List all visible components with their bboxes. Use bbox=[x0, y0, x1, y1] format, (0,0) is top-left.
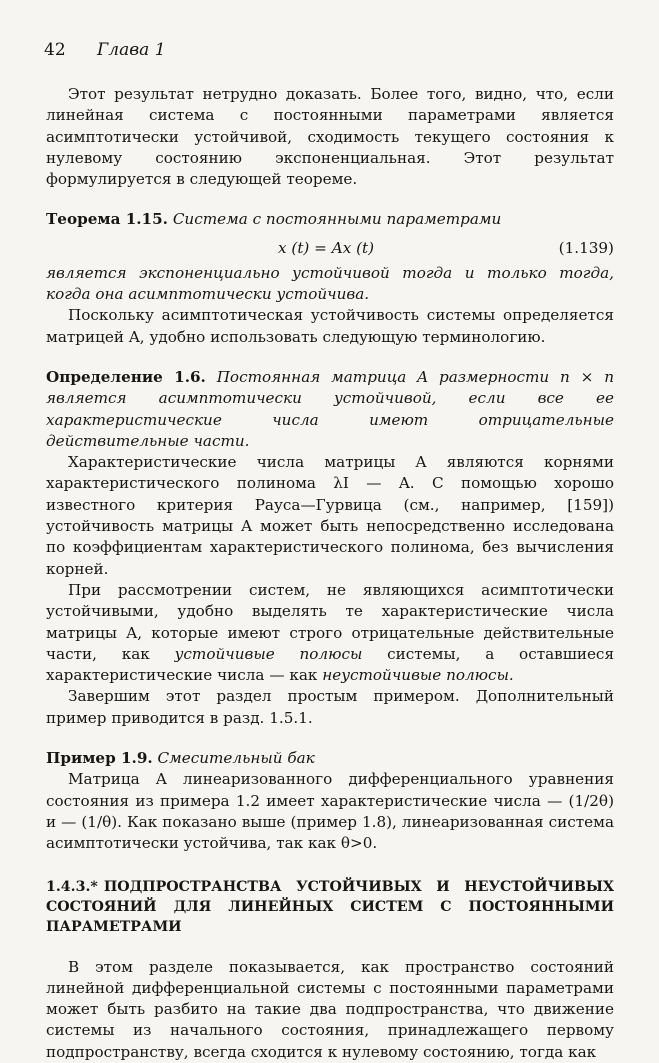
paragraph-characteristic-numbers: Характеристические числа матрицы A являются корнями характеристического полинома λI — A. С помощью хорошо известного критерия Рауса—Гурвица (см., например, [159]) устойчивость матрицы A может быть непосредственно исследована по коэффициентам характеристического полинома, без вычисления корней. bbox=[46, 453, 614, 578]
definition-1-6 bbox=[46, 367, 614, 452]
definition-label: Определение 1.6. bbox=[46, 367, 206, 386]
paragraph-example-intro: Завершим этот раздел простым примером. Дополнительный пример приводится в разд. 1.5.1. bbox=[46, 687, 614, 727]
equation-formula: x (t) = Ax (t) bbox=[278, 238, 375, 257]
poles-text-a: При рассмотрении систем, не являющихся асимптотически устойчивыми, удобно выделять те характеристические числа матрицы A, которые имеют строго отрицательные действительные части, как bbox=[46, 580, 614, 663]
poles-text-c: системы, а оставшиеся характеристические числа — как bbox=[46, 644, 615, 685]
equation-1-139 bbox=[46, 235, 614, 263]
running-header bbox=[44, 40, 166, 60]
example-title: Смесительный бак bbox=[157, 749, 315, 768]
theorem-1-15 bbox=[46, 209, 614, 305]
stable-poles-term: устойчивые полюсы bbox=[174, 644, 363, 663]
paragraph-intro: Этот результат нетрудно доказать. Более того, видно, что, если линейная система с постоянными параметрами является асимптотически устойчивой, сходимость текущего состояния к нулевому состоянию экспоненциальная. Этот результат формулируется в следующей теореме. bbox=[46, 85, 614, 189]
example-1-9 bbox=[46, 748, 614, 854]
unstable-poles-term: неустойчивые полюсы. bbox=[322, 666, 514, 685]
section-number: 1.4.3.* bbox=[46, 878, 98, 895]
page-body bbox=[46, 84, 614, 1063]
paragraph-subspaces: В этом разделе показывается, как пространство состояний линейной дифференциальной системы с постоянными параметрами может быть разбито на такие два подпространства, что движение системы из начального состояния, принадлежащего первому подпространству, всегда сходится к нулевому состоянию, тогда как bbox=[46, 957, 614, 1061]
paragraph-terminology: Поскольку асимптотическая устойчивость системы определяется матрицей A, удобно использовать следующую терминологию. bbox=[46, 306, 614, 346]
page-number: 42 bbox=[44, 40, 66, 60]
example-label: Пример 1.9. bbox=[46, 749, 153, 768]
equation-number: (1.139) bbox=[558, 238, 614, 257]
theorem-intro: Система с постоянными параметрами bbox=[172, 210, 502, 229]
theorem-label: Теорема 1.15. bbox=[46, 210, 168, 229]
section-heading-1-4-3 bbox=[46, 877, 614, 937]
chapter-title: Глава 1 bbox=[97, 40, 166, 60]
paragraph-poles bbox=[46, 580, 614, 686]
section-title: ПОДПРОСТРАНСТВА УСТОЙЧИВЫХ И НЕУСТОЙЧИВЫХ СОСТОЯНИЙ ДЛЯ ЛИНЕЙНЫХ СИСТЕМ С ПОСТОЯННЫМИ ПАРАМЕТРАМИ bbox=[46, 878, 614, 935]
example-text: Матрица A линеаризованного дифференциального уравнения состояния из примера 1.2 имеет характеристические числа — (1/2θ) и — (1/θ). Как показано выше (пример 1.8), линеаризованная система асимптотически устойчива, так как θ>0. bbox=[46, 770, 614, 853]
theorem-conclusion: является экспоненциально устойчивой тогда и только тогда, когда она асимптотически устойчива. bbox=[46, 263, 614, 304]
definition-text: Постоянная матрица A размерности n × n является асимптотически устойчивой, если все ее характеристические числа имеют отрицательные действительные части. bbox=[46, 367, 614, 450]
